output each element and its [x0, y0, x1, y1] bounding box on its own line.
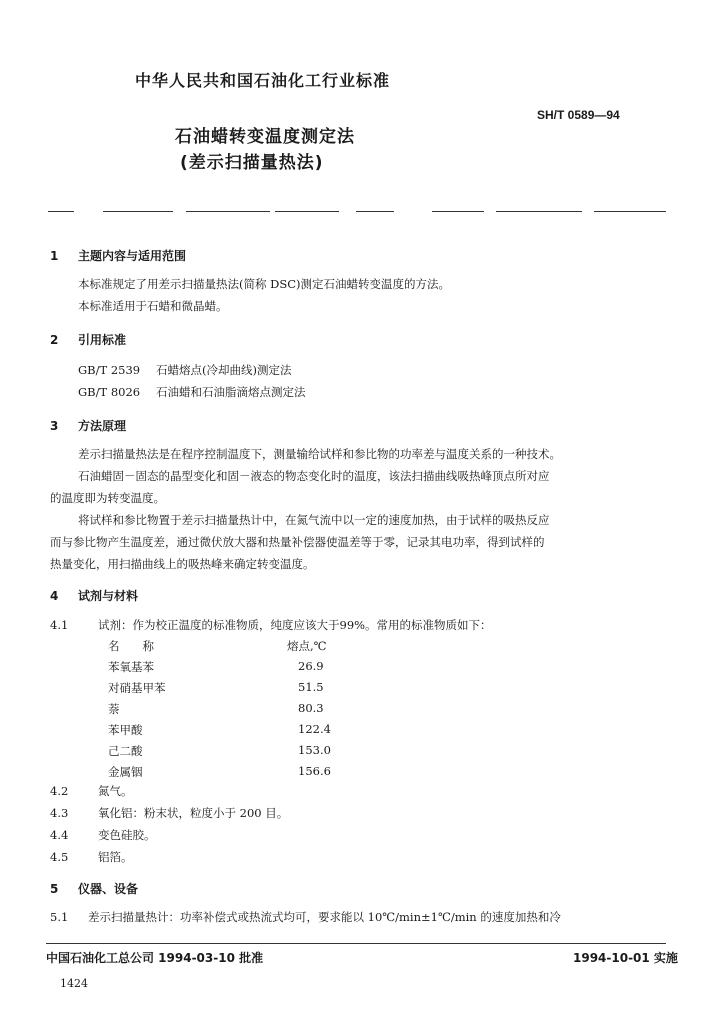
- paragraph: 而与参比物产生温度差，通过微伏放大器和热量补偿器使温差等于零，记录其电功率，得到试样的: [50, 535, 545, 549]
- paragraph: 本标准规定了用差示扫描量热法(简称 DSC)测定石油蜡转变温度的方法。: [78, 277, 451, 291]
- clause-4-5: [50, 849, 133, 865]
- clause-4-2: [50, 783, 133, 799]
- table-cell-mp: 153.0: [298, 743, 331, 757]
- page-number: 1424: [60, 977, 88, 990]
- table-cell-name: 苯甲酸: [108, 723, 143, 737]
- clause-number: 4.5: [50, 850, 69, 864]
- clause-text: 氧化铝：粉末状，粒度小于 200 目。: [98, 806, 289, 820]
- reference-title: 石蜡熔点(冷却曲线)测定法: [156, 363, 292, 377]
- section-number: 2: [50, 333, 59, 347]
- clause-4-3: [50, 805, 288, 821]
- clause-5-1: [50, 909, 561, 925]
- section-number: 3: [50, 419, 59, 433]
- clause-4-1: [50, 617, 492, 633]
- table-cell-mp: 26.9: [298, 659, 324, 673]
- table-cell-mp: 122.4: [298, 722, 331, 736]
- table-cell-mp: 51.5: [298, 680, 324, 694]
- clause-text: 变色硅胶。: [98, 828, 156, 842]
- reference-item: [78, 384, 306, 400]
- table-header-melting-point: 熔点,℃: [287, 639, 327, 653]
- table-cell-name: 金属铟: [108, 765, 143, 779]
- clause-number: 4.4: [50, 828, 69, 842]
- paragraph: 本标准适用于石蜡和微晶蜡。: [78, 299, 228, 313]
- section-3-heading: [50, 417, 126, 434]
- reference-item: [78, 362, 291, 378]
- section-4-heading: [50, 587, 138, 604]
- table-cell-name: 萘: [108, 702, 120, 716]
- paragraph: 热量变化，用扫描曲线上的吸热峰来确定转变温度。: [50, 557, 315, 571]
- section-title: 方法原理: [78, 419, 127, 433]
- issuer-approval: 中国石油化工总公司 1994-03-10 批准: [46, 951, 264, 965]
- reference-title: 石油蜡和石油脂滴熔点测定法: [156, 385, 306, 399]
- table-header-name: 名 称: [108, 639, 154, 653]
- table-cell-name: 己二酸: [108, 744, 143, 758]
- section-title: 仪器、设备: [78, 882, 139, 896]
- paragraph: 将试样和参比物置于差示扫描量热计中，在氮气流中以一定的速度加热，由于试样的吸热反应: [78, 513, 550, 527]
- section-title: 试剂与材料: [78, 589, 139, 603]
- issuing-agency: 中华人民共和国石油化工行业标准: [135, 71, 391, 90]
- clause-number: 4.2: [50, 784, 69, 798]
- table-cell-mp: 156.6: [298, 764, 331, 778]
- clause-text: 氮气。: [98, 784, 133, 798]
- table-cell-mp: 80.3: [298, 701, 324, 715]
- section-number: 1: [50, 249, 59, 263]
- clause-text: 试剂：作为校正温度的标准物质，纯度应该大于99%。常用的标准物质如下：: [98, 618, 492, 632]
- standard-number: SH/T 0589—94: [537, 108, 620, 122]
- section-5-heading: [50, 880, 138, 897]
- clause-number: 5.1: [50, 910, 69, 924]
- section-number: 5: [50, 882, 59, 896]
- section-2-heading: [50, 331, 126, 348]
- document-subtitle: (差示扫描量热法): [180, 153, 324, 173]
- clause-4-4: [50, 827, 156, 843]
- clause-text: 差示扫描量热计：功率补偿式或热流式均可，要求能以 10℃/min±1℃/min 的速度加热和冷: [88, 910, 561, 924]
- paragraph: 差示扫描量热法是在程序控制温度下，测量输给试样和参比物的功率差与温度关系的一种技术。: [78, 447, 561, 461]
- clause-number: 4.1: [50, 618, 69, 632]
- document-title: 石油蜡转变温度测定法: [175, 127, 355, 147]
- clause-number: 4.3: [50, 806, 69, 820]
- section-number: 4: [50, 589, 59, 603]
- paragraph: 石油蜡固－固态的晶型变化和固－液态的物态变化时的温度，该法扫描曲线吸热峰顶点所对应: [78, 469, 550, 483]
- section-1-heading: [50, 247, 186, 264]
- effective-date: 1994-10-01 实施: [573, 951, 678, 965]
- footer-rule: [46, 943, 666, 944]
- clause-text: 铝箔。: [98, 850, 133, 864]
- section-title: 主题内容与适用范围: [78, 249, 187, 263]
- reference-code: GB/T 2539: [78, 363, 141, 377]
- table-cell-name: 苯氧基苯: [108, 660, 154, 674]
- table-cell-name: 对硝基甲苯: [108, 681, 166, 695]
- paragraph: 的温度即为转变温度。: [50, 491, 165, 505]
- section-title: 引用标准: [78, 333, 127, 347]
- reference-code: GB/T 8026: [78, 385, 141, 399]
